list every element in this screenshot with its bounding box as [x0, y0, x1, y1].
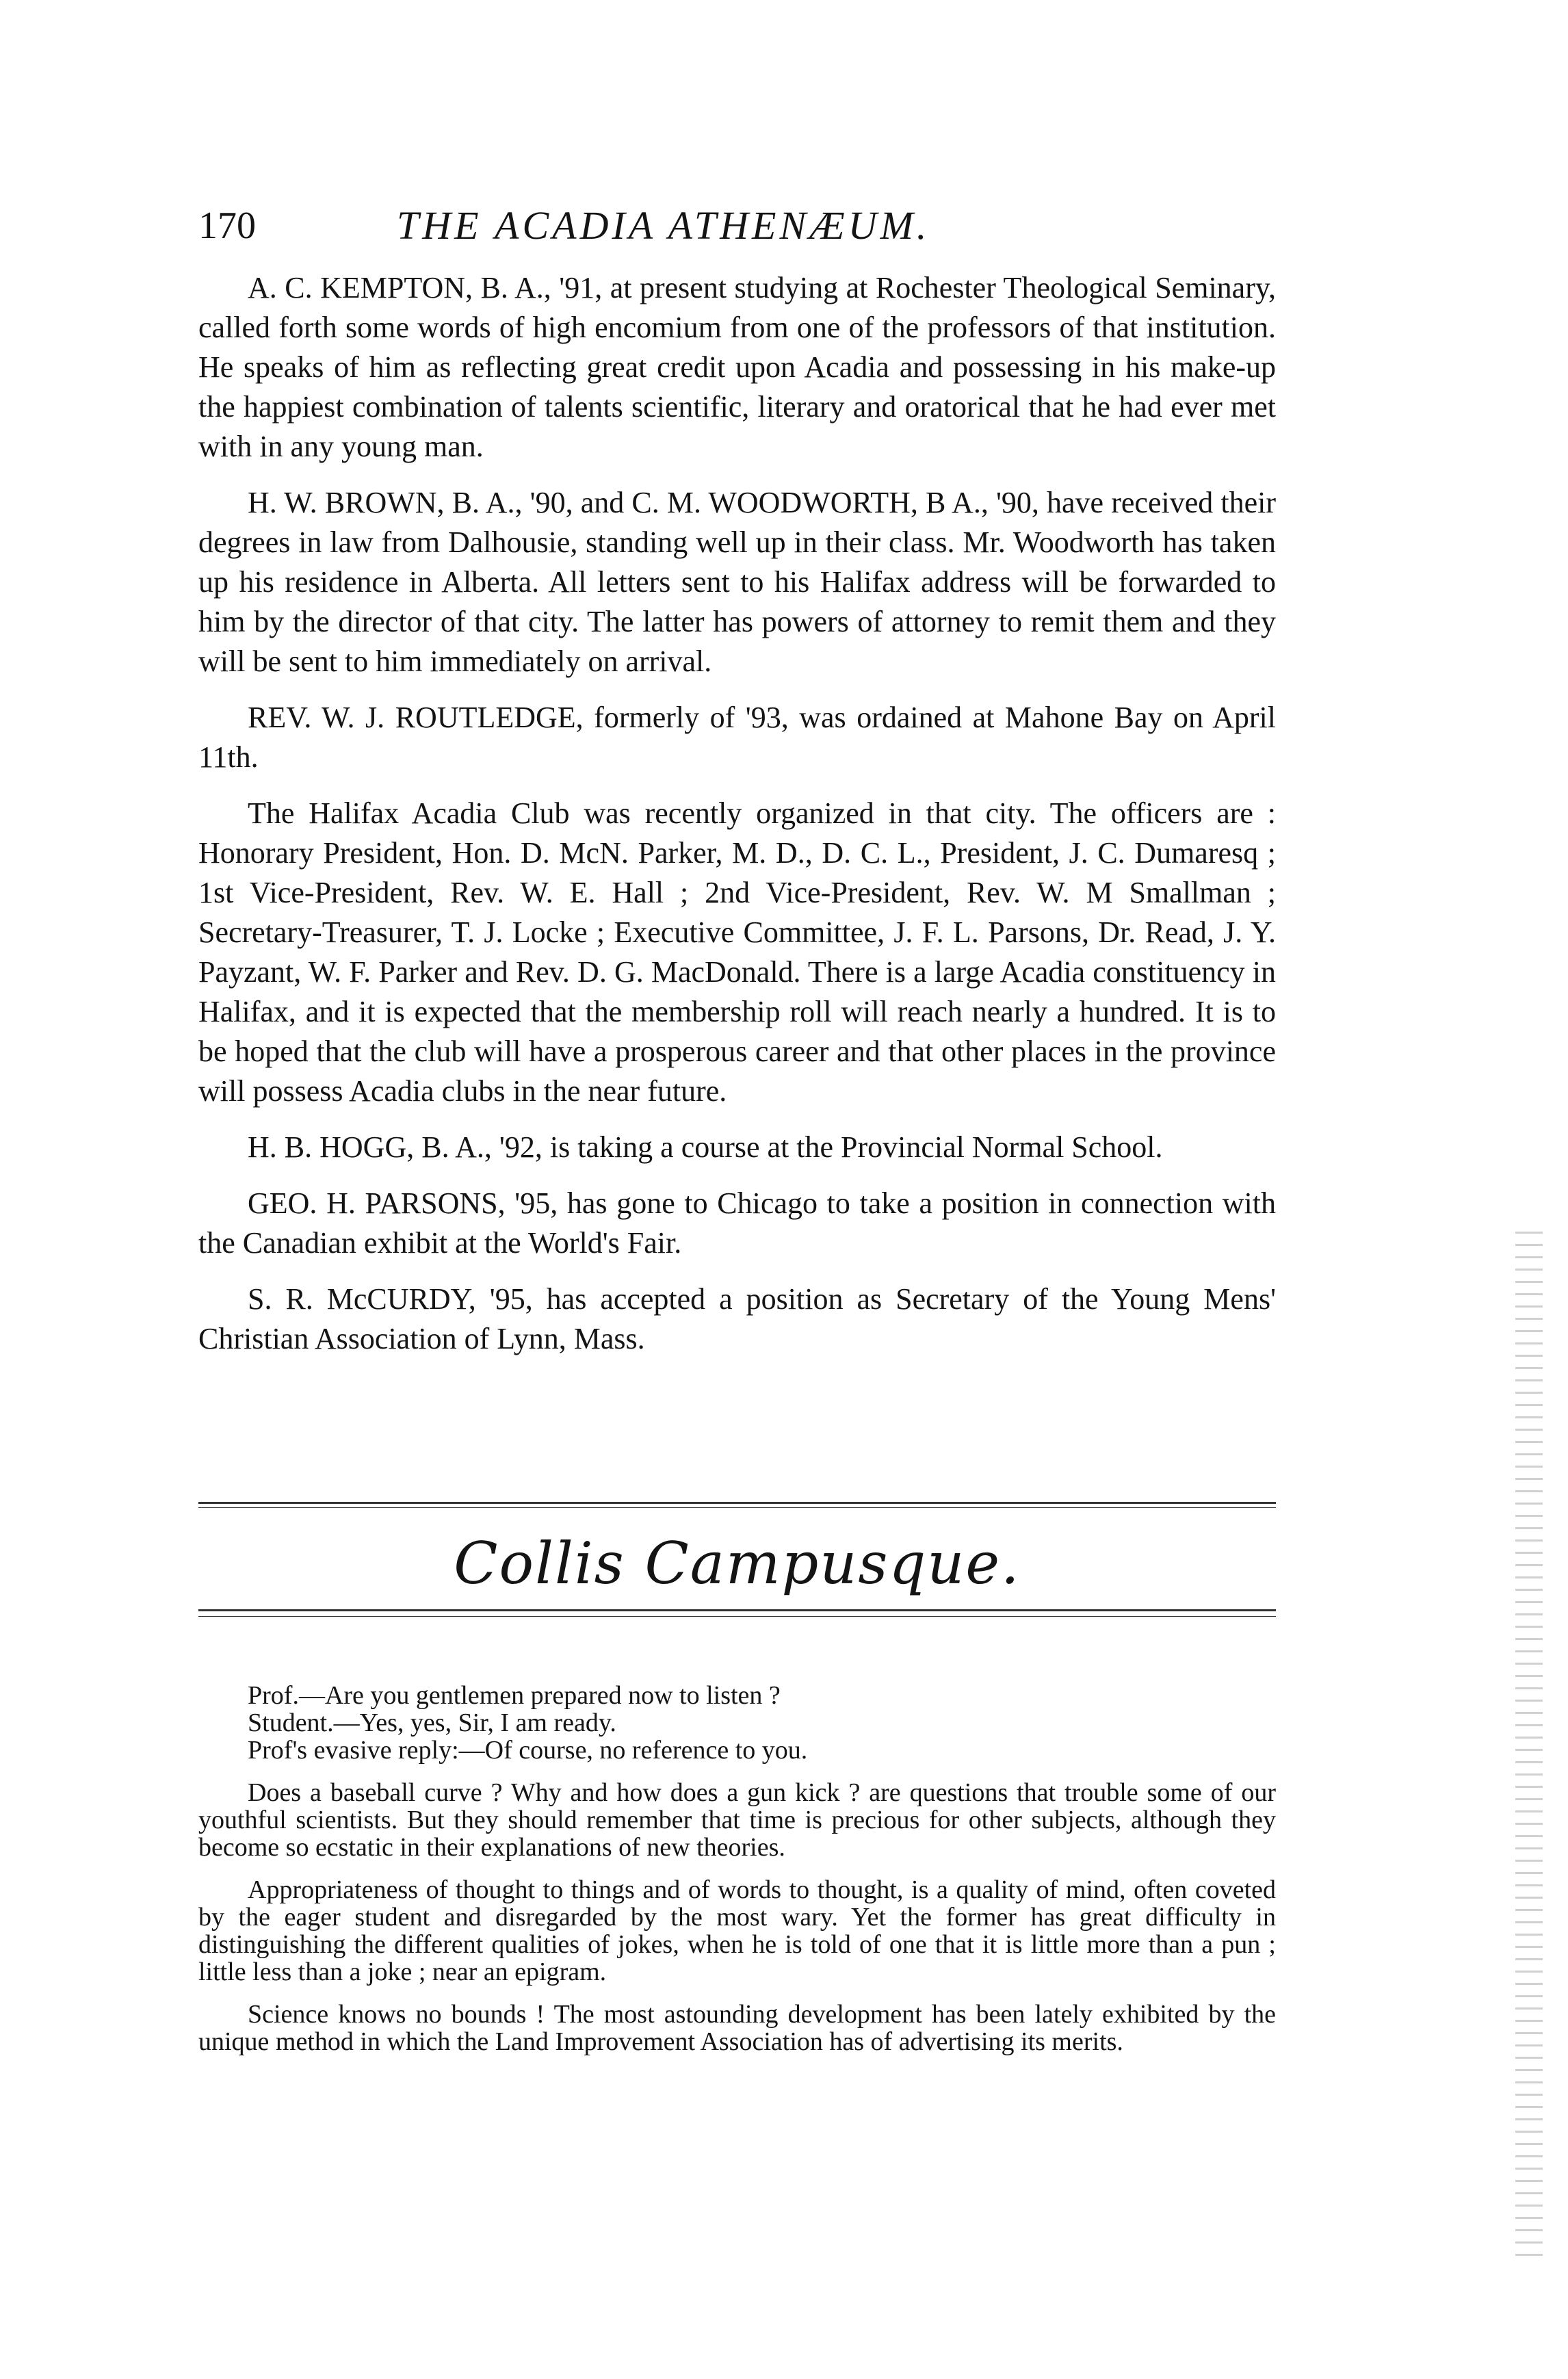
- paragraph-parsons: GEO. H. PARSONS, '95, has gone to Chicago to take a position in connection with the Canadian exhibit at the World's Fair.: [198, 1186, 1276, 1260]
- dialogue-line-prof: Prof.—Are you gentlemen prepared now to listen ?: [248, 1681, 781, 1710]
- campus-notes-column: [198, 1682, 1276, 2070]
- paragraph-science: Science knows no bounds ! The most astounding development has been lately exhibited by the unique method in which the Land Improvement Association has of advertising its merits.: [198, 2000, 1276, 2056]
- section-divider-top: [198, 1502, 1276, 1504]
- section-divider-top-thin: [198, 1507, 1276, 1508]
- paragraph-hogg: H. B. HOGG, B. A., '92, is taking a course at the Provincial Normal School.: [248, 1130, 1163, 1164]
- page-header: [198, 198, 1293, 260]
- dialogue-line-student: Student.—Yes, yes, Sir, I am ready.: [248, 1708, 616, 1737]
- section-title: Collis Campusque.: [454, 1530, 1021, 1597]
- paragraph-routledge: REV. W. J. ROUTLEDGE, formerly of '93, was ordained at Mahone Bay on April 11th.: [198, 701, 1276, 774]
- paragraph-mccurdy: S. R. McCURDY, '95, has accepted a position as Secretary of the Young Mens' Christian Association of Lynn, Mass.: [198, 1282, 1276, 1355]
- paragraph-baseball: Does a baseball curve ? Why and how does a gun kick ? are questions that trouble some of our youthful scientists. But they should remember that time is precious for other subjects, although they become so ecstatic in their explanations of new theories.: [198, 1778, 1276, 1862]
- paragraph-brown-woodworth: H. W. BROWN, B. A., '90, and C. M. WOODWORTH, B A., '90, have received their degrees in law from Dalhousie, standing well up in their class. Mr. Woodworth has taken up his residence in Alberta. All letters sent to his Halifax address will be forwarded to him by the director of that city. The latter has powers of attorney to remit them and they will be sent to him immediately on arrival.: [198, 486, 1276, 678]
- scan-margin-noise: [1515, 1232, 1543, 2258]
- section-divider-bottom-thin: [198, 1616, 1276, 1617]
- section-divider-bottom: [198, 1609, 1276, 1611]
- dialogue-line-reply: Prof's evasive reply:—Of course, no reference to you.: [248, 1736, 808, 1765]
- personals-column: [198, 268, 1276, 1375]
- page-number: 170: [198, 205, 256, 247]
- dialogue-block: [248, 1682, 1276, 1764]
- paragraph-halifax-club: The Halifax Acadia Club was recently organized in that city. The officers are : Honorary President, Hon. D. McN. Parker, M. D., D. C. L., President, J. C. Dumaresq ; 1st Vice-President, Rev. W. E. Hall ; 2nd Vice-President, Rev. W. M Smallman ; Secretary-Treasurer, T. J. Locke ; Executive Committee, J. F. L. Parsons, Dr. Read, J. Y. Payzant, W. F. Parker and Rev. D. G. MacDonald. There is a large Acadia constituency in Halifax, and it is expected that the membership roll will reach nearly a hundred. It is to be hoped that the club will have a prosperous career and that other places in the province will possess Acadia clubs in the near future.: [198, 796, 1276, 1108]
- running-title: THE ACADIA ATHENÆUM.: [397, 203, 930, 248]
- paragraph-kempton: A. C. KEMPTON, B. A., '91, at present studying at Rochester Theological Seminary, called forth some words of high encomium from one of the professors of that institution. He speaks of him as reflecting great credit upon Acadia and possessing in his make-up the happiest combination of talents scientific, literary and oratorical that he had ever met with in any young man.: [198, 271, 1276, 463]
- paragraph-appropriateness: Appropriateness of thought to things and of words to thought, is a quality of mind, often coveted by the eager student and disregarded by the most wary. Yet the former has great difficulty in distinguishing the different qualities of jokes, when he is told of one that it is little more than a pun ; little less than a joke ; near an epigram.: [198, 1875, 1276, 1986]
